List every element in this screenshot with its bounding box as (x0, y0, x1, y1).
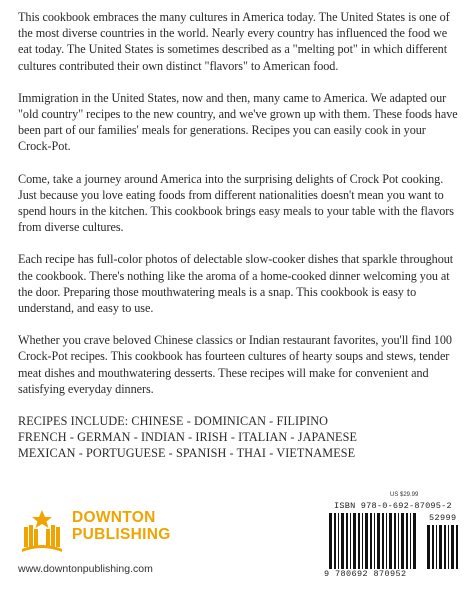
paragraph-3: Come, take a journey around America into the surprising delights of Crock Pot cooking. Just because you love eating foods from different nationalities doesn't mean you want to spend hours in the kitchen. This cookbook brings easy meals to your table with the flavors from diverse cultures. (18, 171, 454, 235)
book-logo-icon (18, 507, 66, 555)
paragraph-5: Whether you crave beloved Chinese classics or Indian restaurant favorites, you'll find 100 Crock-Pot recipes. This cookbook has fourteen cultures of hearty soups and stews, tender meat dishes and mouthwatering desserts. These recipes will make for convenient and satisfying everyday dinners. (18, 333, 452, 396)
recipes-line-3: MEXICAN - PORTUGUESE - SPANISH - THAI - VIETNAMESE (18, 446, 356, 461)
barcode-bars (328, 513, 460, 570)
recipes-include-list (18, 413, 460, 462)
recipes-line-2: FRENCH - GERMAN - INDIAN - IRISH - ITALIAN - JAPANESE (18, 430, 358, 445)
publisher-name (72, 509, 171, 543)
paragraph-4: Each recipe has full-color photos of delectable slow-cooker dishes that sparkle throughout the cookbook. There's nothing like the aroma of a home-cooked dinner welcoming you at the door. Preparing those mouthwatering meals is a snap. This cookbook is easy to understand, and easy to use. (18, 252, 454, 316)
addon-digits: 52999 (429, 513, 457, 523)
barcode-digits: 9 780692 870952 (324, 569, 407, 579)
paragraph-2: Immigration in the United States, now and then, many came to America. We adapted our "old country" recipes to the new country, and we've grown up with them. These foods have been part of our families' meals for generations. Recipes you can easily cook in your Crock-Pot. (18, 90, 458, 154)
publisher-logo (18, 507, 198, 577)
price-label: US $29.99 (390, 492, 419, 498)
isbn-text: ISBN 978-0-692-87095-2 (334, 501, 452, 511)
paragraph-1: This cookbook embraces the many cultures in America today. The United States is one of the most diverse countries in the world. Nearly every country has influenced the food we eat today. The United States is sometimes described as a "melting pot" in which different cultures contributed their own distinct "flavors" to American food. (18, 10, 450, 73)
recipes-line-1: RECIPES INCLUDE: CHINESE - DOMINICAN - FILIPINO (18, 414, 329, 429)
barcode-addon-icon (426, 525, 460, 569)
isbn-barcode (322, 492, 462, 584)
barcode-main-icon (328, 513, 420, 569)
publisher-name-line-1: DOWNTON (72, 509, 156, 526)
publisher-name-line-2: PUBLISHING (72, 526, 171, 543)
publisher-url: www.downtonpublishing.com (18, 563, 153, 575)
back-cover-text (18, 9, 460, 462)
